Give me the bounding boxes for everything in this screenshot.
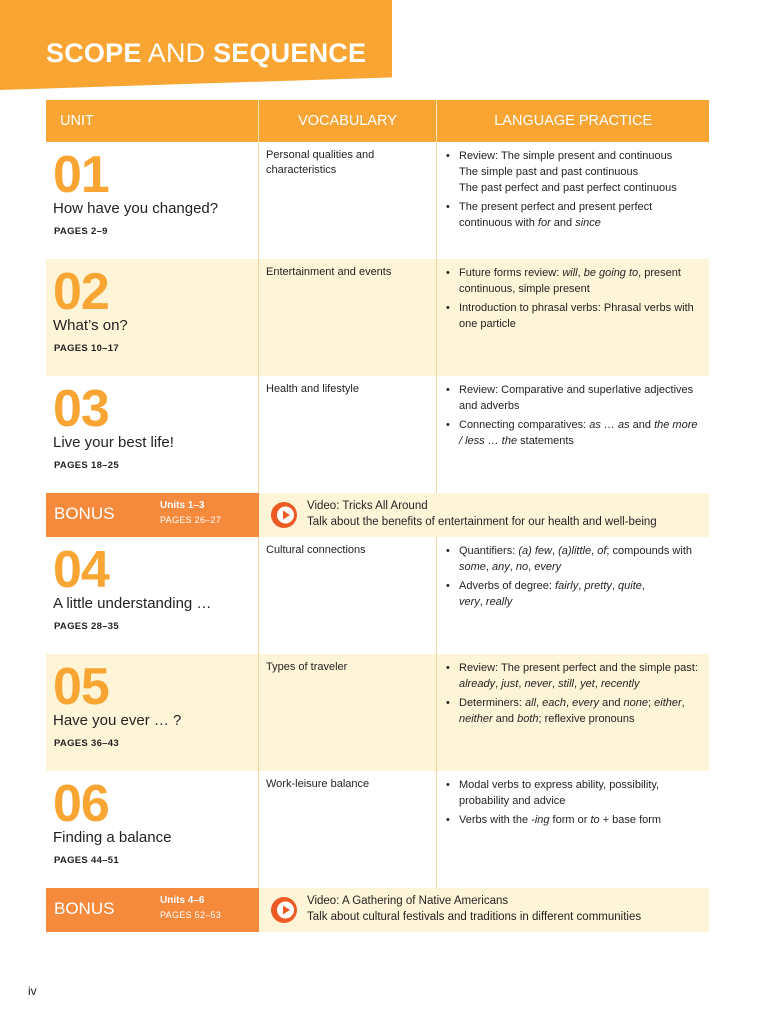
unit-cell	[46, 537, 259, 654]
unit-title: Finding a balance	[53, 829, 172, 846]
unit-pages: PAGES 2–9	[54, 226, 108, 237]
bonus-label: BONUS	[54, 504, 115, 523]
unit-number: 06	[53, 775, 109, 833]
video-description: Talk about the benefits of entertainment for our health and well-being	[307, 515, 657, 528]
bonus-label-cell	[46, 493, 259, 537]
list-item: • Future forms review: will, be going to, present continuous, simple present	[443, 265, 703, 297]
unit-title: A little understanding …	[53, 595, 212, 612]
vocabulary-cell: Entertainment and events	[259, 259, 437, 376]
page-title: SCOPE AND SEQUENCE	[46, 38, 367, 68]
language-cell	[437, 376, 709, 493]
list-item: • Introduction to phrasal verbs: Phrasal verbs with one particle	[443, 300, 703, 332]
unit-pages: PAGES 28–35	[54, 621, 119, 632]
language-cell	[437, 654, 709, 771]
unit-cell	[46, 771, 259, 888]
video-description: Talk about cultural festivals and traditions in different communities	[307, 910, 642, 923]
unit-number: 03	[53, 380, 109, 438]
bonus-row-2	[46, 888, 709, 932]
unit-pages: PAGES 10–17	[54, 343, 119, 354]
list-item: • Modal verbs to express ability, possibility, probability and advice	[443, 777, 703, 809]
list-item: • Verbs with the -ing form or to + base form	[443, 812, 703, 828]
bonus-pages: PAGES 52–53	[160, 910, 222, 920]
vocabulary-cell: Personal qualities and characteristics	[259, 142, 437, 259]
header-language-practice: LANGUAGE PRACTICE	[494, 113, 653, 129]
unit-cell	[46, 654, 259, 771]
unit-title: Live your best life!	[53, 434, 174, 451]
unit-row-04	[46, 537, 709, 654]
list-item: • Adverbs of degree: fairly, pretty, quite, very, really	[443, 578, 703, 610]
bonus-label: BONUS	[54, 899, 115, 918]
list-item: • Review: The present perfect and the simple past: already, just, never, still, yet, recently	[443, 660, 703, 692]
header-vocabulary: VOCABULARY	[259, 100, 438, 142]
bonus-video-text	[307, 499, 657, 530]
unit-title: What’s on?	[53, 317, 128, 334]
unit-cell	[46, 259, 259, 376]
bonus-units: Units 1–3	[160, 500, 205, 511]
unit-cell	[46, 376, 259, 493]
bonus-video-text	[307, 894, 641, 925]
list-item: • Determiners: all, each, every and none; either, neither and both; reflexive pronouns	[443, 695, 703, 727]
list-item: • Review: The simple present and continuous The simple past and past continuous The past perfect and past perfect continuous	[443, 148, 703, 196]
header-unit: UNIT	[46, 100, 259, 142]
language-cell	[437, 142, 709, 259]
unit-number: 01	[53, 146, 109, 204]
video-title: Video: A Gathering of Native Americans	[307, 895, 509, 907]
unit-number: 02	[53, 263, 109, 321]
bonus-video-cell	[259, 888, 709, 932]
unit-pages: PAGES 18–25	[54, 460, 119, 471]
unit-pages: PAGES 44–51	[54, 855, 119, 866]
bonus-video-cell	[259, 493, 709, 537]
list-item: • The present perfect and present perfect continuous with for and since	[443, 199, 703, 231]
vocabulary-cell: Work-leisure balance	[259, 771, 437, 888]
unit-title: How have you changed?	[53, 200, 219, 217]
unit-pages: PAGES 36–43	[54, 738, 119, 749]
bonus-pages: PAGES 26–27	[160, 515, 222, 525]
unit-row-01	[46, 142, 709, 259]
unit-row-05	[46, 654, 709, 771]
list-item: • Connecting comparatives: as … as and the more / less … the statements	[443, 417, 703, 449]
play-icon[interactable]	[269, 896, 299, 924]
unit-title: Have you ever … ?	[53, 712, 182, 729]
video-title: Video: Tricks All Around	[307, 500, 428, 512]
unit-row-03	[46, 376, 709, 493]
unit-number: 04	[53, 541, 109, 599]
list-item: • Quantifiers: (a) few, (a)little, of; compounds with some, any, no, every	[443, 543, 703, 575]
scope-table	[46, 100, 709, 932]
language-cell	[437, 259, 709, 376]
unit-number: 05	[53, 658, 109, 716]
bonus-units: Units 4–6	[160, 895, 205, 906]
table-header	[46, 100, 709, 142]
bonus-label-cell	[46, 888, 259, 932]
list-item: • Review: Comparative and superlative adjectives and adverbs	[443, 382, 703, 414]
vocabulary-cell: Cultural connections	[259, 537, 437, 654]
language-cell	[437, 771, 709, 888]
bonus-row-1	[46, 493, 709, 537]
language-cell	[437, 537, 709, 654]
unit-row-06	[46, 771, 709, 888]
page-number: iv	[28, 984, 37, 998]
unit-row-02	[46, 259, 709, 376]
unit-cell	[46, 142, 259, 259]
vocabulary-cell: Health and lifestyle	[259, 376, 437, 493]
vocabulary-cell: Types of traveler	[259, 654, 437, 771]
play-icon[interactable]	[269, 501, 299, 529]
